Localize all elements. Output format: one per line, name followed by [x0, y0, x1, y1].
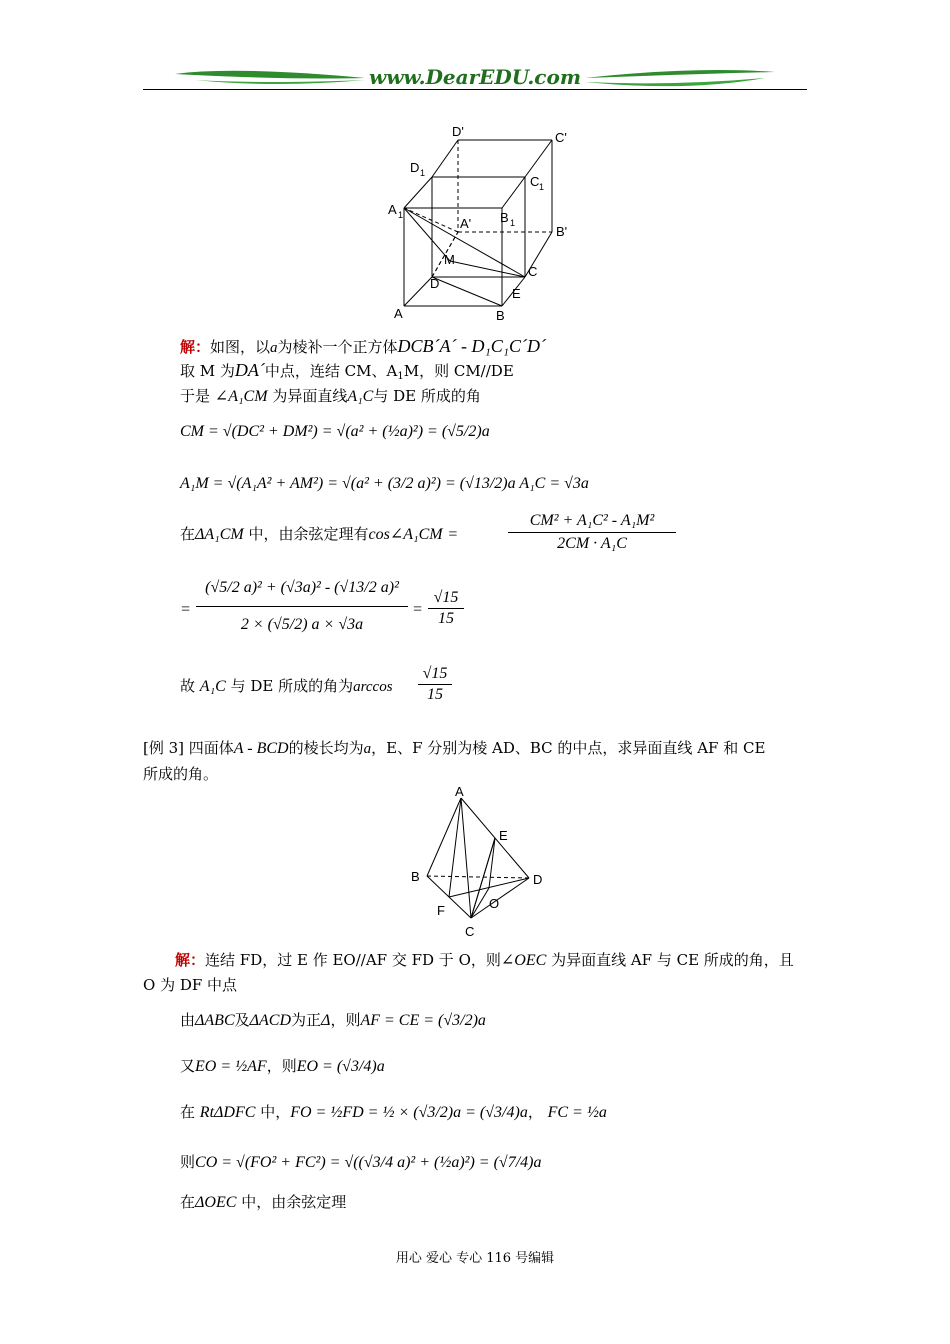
header-rule	[143, 89, 807, 90]
sol1-line2	[180, 360, 514, 387]
sol1-line1	[180, 336, 546, 358]
sol2-line2: O 为 DF 中点	[143, 976, 238, 994]
label-A: A	[394, 306, 403, 321]
sol1-l3-t2: 为异面直线	[272, 387, 348, 405]
tetrahedron-figure	[405, 784, 555, 940]
sol1-big-num: (√5/2 a)² + (√3a)² - (√13/2 a)²	[196, 570, 408, 607]
sol2-l5-eq2: FC = ½a	[547, 1104, 607, 1121]
sol2-l4-eq2: EO = (√3/4)a	[296, 1058, 385, 1075]
sol2-l4-t2: ，则	[266, 1057, 297, 1075]
tet-label-D: D	[533, 872, 543, 887]
sol1-cos-fraction	[508, 510, 676, 555]
sol1-res-den: 15	[438, 610, 454, 627]
sol1-final-fraction	[418, 664, 452, 705]
sol2-label: 解：	[175, 951, 206, 969]
cube-figure	[380, 120, 580, 325]
label-A1: A	[388, 202, 397, 217]
label-B1: B	[500, 210, 509, 225]
sol1-fin-t2: 与 DE 所成的角为	[230, 677, 354, 695]
sol2-l3-t1: 由	[180, 1011, 196, 1029]
sol1-fin-t1: 故	[180, 677, 196, 695]
sol2-l7-tri: ΔOEC	[195, 1194, 237, 1211]
label-M: M	[444, 252, 455, 267]
sol2-l1-t2: 为异面直线 AF 与 CE 所成的角，且	[551, 951, 794, 969]
label-C: C	[528, 264, 538, 279]
sol1-res-num: √15	[428, 588, 464, 609]
label-C1: C	[530, 174, 540, 189]
sol2-line3	[180, 1010, 486, 1031]
sol2-l5-eq1: FO = ½FD = ½ × (√3/2)a = (√3/4)a	[290, 1104, 528, 1121]
sol1-line3	[180, 386, 481, 407]
sol2-line1	[175, 950, 794, 971]
label-B1-sub: 1	[510, 218, 516, 228]
sol1-l2-t1: 取 M 为	[180, 362, 235, 380]
ex3-t3: ，E、F 分别为棱 AD、BC 的中点，求异面直线 AF 和 CE	[371, 739, 766, 757]
label-D1-sub: 1	[420, 168, 426, 178]
sol2-l5-t1: 在	[180, 1103, 196, 1121]
ex3-a: a	[363, 741, 372, 757]
sol1-l2-sub: 1	[397, 371, 404, 382]
sol1-eq-sign: =	[180, 601, 191, 618]
page-footer: 用心 爱心 专心 116 号编辑	[395, 1251, 555, 1266]
sol2-l7-t1: 在	[180, 1193, 196, 1211]
label-A-prime: A'	[460, 216, 472, 231]
sol2-line4	[180, 1056, 385, 1077]
label-D1: D	[410, 160, 420, 175]
sol2-l3-eq: AF = CE = (√3/2)a	[360, 1012, 486, 1029]
sol1-big-den: 2 × (√5/2) a × √3a	[240, 616, 364, 633]
sol2-l5-tri: RtΔDFC	[199, 1104, 256, 1121]
sol2-l6-eq: CO = √(FO² + FC²) = √((√3/4 a)² + (½a)²) = (√7/4)a	[195, 1154, 542, 1171]
sol1-l3-t1: 于是	[180, 387, 211, 405]
sol2-l3-t3: 为正	[291, 1011, 322, 1029]
sol1-l1-t2: 为棱补一个正方体	[277, 338, 398, 356]
tet-label-C: C	[465, 924, 475, 939]
ex3-t2: 的棱长均为	[288, 739, 364, 757]
sol1-l1-expr: DCB´A´ - D₁C₁C´D´	[397, 336, 547, 356]
sol1-cos-t2: 中，由余弦定理有	[248, 525, 369, 543]
sol1-fin-den: 15	[427, 686, 443, 703]
sol2-l5-t2: 中，	[260, 1103, 291, 1121]
sol1-cos-t1: 在	[180, 525, 196, 543]
sol1-a1m-equation: A₁M = √(A₁A² + AM²) = √(a² + (3/2 a)²) = (√13/2)a A₁C = √3a	[180, 475, 589, 492]
sol2-l3-acd: ΔACD	[249, 1012, 292, 1029]
header-site-text: www.DearEDU.com	[368, 65, 582, 89]
sol1-l2-da: DA´	[234, 360, 265, 380]
example3-line1	[143, 738, 765, 759]
sol1-cos-tri: ΔA₁CM	[195, 526, 244, 543]
sol2-line5: 在 RtΔDFC 中，FO = ½FD = ½ × (√3/2)a = (√3/4)a， FC = ½a	[180, 1103, 607, 1121]
label-D: D	[430, 276, 440, 291]
sol1-cos-den: 2CM · A₁C	[557, 535, 627, 552]
sol1-cos-line: 在ΔA₁CM 中，由余弦定理有cos∠A₁CM =	[180, 525, 459, 543]
header-swoosh-graphic	[175, 62, 775, 96]
label-B: B	[496, 308, 505, 323]
sol1-l2-t2: 中点，连结 CM、A	[264, 362, 398, 380]
sol1-l1-a: a	[270, 340, 278, 356]
sol2-l3-delta: Δ	[321, 1012, 331, 1029]
label-B-prime: B'	[556, 224, 568, 239]
sol1-cos-lhs: cos∠A₁CM	[368, 526, 443, 543]
tet-label-F: F	[437, 903, 445, 918]
label-C1-sub: 1	[539, 182, 545, 192]
ex3-t1: [例 3] 四面体	[143, 739, 234, 757]
header-logo	[175, 62, 775, 96]
sol1-final-line	[180, 676, 393, 697]
example3-line2: 所成的角。	[143, 765, 219, 783]
sol1-big-fraction	[196, 570, 408, 643]
sol1-cm-equation: CM = √(DC² + DM²) = √(a² + (½a)²) = (√5/2)a	[180, 423, 490, 440]
tet-label-B: B	[411, 869, 420, 884]
sol1-l3-angle: ∠A₁CM	[214, 388, 268, 405]
sol1-cos-num: CM² + A₁C² - A₁M²	[508, 510, 676, 533]
label-C-prime: C'	[555, 130, 567, 145]
sol1-l3-a1c: A₁C	[347, 388, 374, 405]
sol2-l4-t1: 又	[180, 1057, 196, 1075]
sol1-label: 解：	[180, 338, 211, 356]
sol2-l4-eq1: EO = ½AF	[195, 1058, 267, 1075]
sol1-l2-t3: M，则 CM//DE	[403, 362, 514, 380]
sol1-fin-a1c: A₁C	[199, 678, 226, 695]
tet-label-O: O	[489, 896, 500, 911]
sol2-l3-t2: 及	[234, 1011, 250, 1029]
sol2-l3-abc: ΔABC	[195, 1012, 235, 1029]
sol2-l6-t1: 则	[180, 1153, 196, 1171]
sol2-l1-angle: ∠OEC	[500, 952, 547, 969]
sol2-line7	[180, 1192, 346, 1213]
sol1-fin-num: √15	[418, 664, 452, 685]
sol1-l3-t3: 与 DE 所成的角	[373, 387, 481, 405]
tet-label-E: E	[499, 828, 508, 843]
sol1-result-fraction	[428, 588, 464, 629]
sol2-line6	[180, 1152, 541, 1173]
sol1-l1-t1: 如图，以	[210, 338, 271, 356]
sol2-l1-t1: 连结 FD，过 E 作 EO//AF 交 FD 于 O，则	[205, 951, 501, 969]
ex3-tet: A - BCD	[233, 740, 289, 757]
label-A1-sub: 1	[398, 210, 404, 220]
tet-label-A: A	[455, 784, 464, 799]
sol1-fin-arccos: arccos	[353, 679, 393, 695]
sol1-eq-sign-2: =	[412, 601, 423, 618]
label-E: E	[512, 286, 521, 301]
sol2-l3-t4: ，则	[330, 1011, 361, 1029]
label-D-prime: D'	[452, 124, 464, 139]
sol2-l7-t2: 中，由余弦定理	[241, 1193, 347, 1211]
